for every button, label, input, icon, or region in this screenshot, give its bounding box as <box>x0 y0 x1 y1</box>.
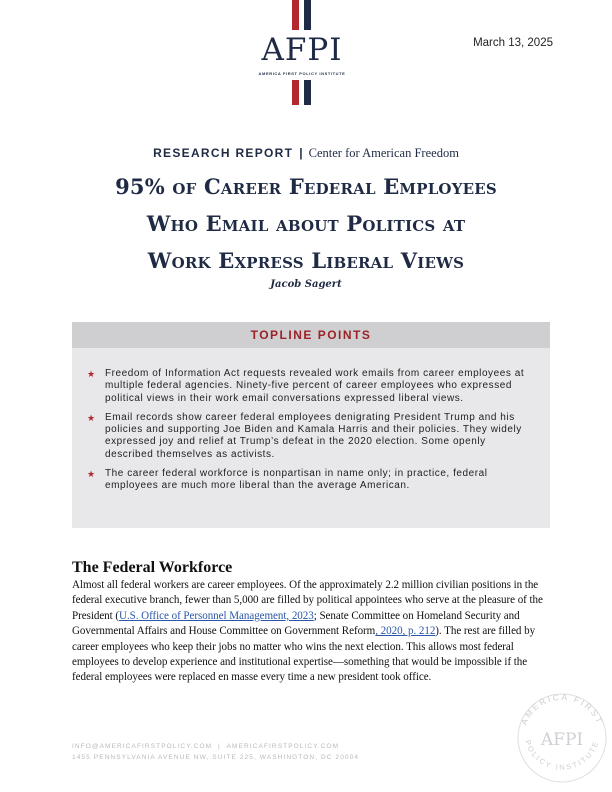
logo-subtitle: AMERICA FIRST POLICY INSTITUTE <box>258 71 346 76</box>
seal-center-text: AFPI <box>540 730 584 750</box>
footer-website: AMERICAFIRSTPOLICY.COM <box>226 743 340 750</box>
topline-point-text: Email records show career federal employees denigrating President Trump and his policies and supporting Joe Biden and Kamala Harris and their policies. They widely expressed joy and relief at Trump’s defeat in the 2020 election. Some openly described themselves as activists. <box>105 411 522 460</box>
footer-contact-line <box>72 741 359 752</box>
topline-point-text: The career federal workforce is nonpartisan in name only; in practice, federal employees are much more liberal than the average American. <box>105 468 488 492</box>
topline-list <box>87 368 527 500</box>
topline-point <box>87 412 527 461</box>
title-line: Work Express Liberal Views <box>147 248 465 273</box>
seal-bottom-text: POLICY INSTITUTE <box>523 738 601 772</box>
committee-citation-link[interactable]: , 2020, p. 212 <box>375 625 436 638</box>
star-icon: ★ <box>87 369 96 379</box>
star-icon: ★ <box>87 412 96 423</box>
body-text: Almost all federal workers are career employees. Of the approximately 2.2 million civilian positions in the federal executive branch, fewer than 5,000 are filled by political appointees who serve at the pleasure of the President ( <box>72 579 543 622</box>
topline-point-text: Freedom of Information Act requests revealed work emails from career employees at multiple federal agencies. Ninety-five percent of career employees who expressed political views in their work email conversations expressed liberal views. <box>105 368 525 404</box>
logo-navy-bar-top <box>304 0 311 30</box>
report-title <box>40 168 572 279</box>
report-type: RESEARCH REPORT <box>153 146 294 160</box>
logo-navy-bar-bottom <box>304 80 311 105</box>
svg-text:AMERICA FIRST <box>519 692 606 726</box>
body-text: ). The rest are filled by career employees who keep their jobs no matter who wins the next election. This allows most federal employees to develop experience and institutional expertise—something that would be impossible if the federal employees were replaced en masse every time a new president took office. <box>72 625 536 684</box>
body-paragraph <box>72 578 548 686</box>
section-title: The Federal Workforce <box>72 559 233 576</box>
body-text: ; Senate Committee on Homeland Security and Governmental Affairs and House Committee on Government Reform <box>72 609 520 638</box>
topline-points-box <box>72 322 550 528</box>
afpi-seal-watermark <box>512 686 612 786</box>
star-icon: ★ <box>87 469 96 480</box>
title-line: 95% of Career Federal Employees <box>115 174 497 199</box>
report-center: Center for American Freedom <box>308 146 459 160</box>
title-line: Who Email about Politics at <box>146 211 466 236</box>
footer-divider: | <box>218 743 221 750</box>
seal-top-text: AMERICA FIRST <box>518 691 606 727</box>
logo-wordmark: AFPI <box>261 32 343 68</box>
report-label <box>0 146 612 161</box>
logo-red-bar-top <box>292 0 299 30</box>
report-separator: | <box>299 146 303 160</box>
logo-red-bar-bottom <box>292 80 299 105</box>
footer-email: INFO@AMERICAFIRSTPOLICY.COM <box>72 743 213 750</box>
report-date: March 13, 2025 <box>473 37 553 49</box>
topline-heading: TOPLINE POINTS <box>72 322 550 348</box>
footer <box>72 741 359 763</box>
footer-address: 1455 PENNSYLVANIA AVENUE NW, SUITE 225, WASHINGTON, DC 20004 <box>72 754 360 761</box>
afpi-logo <box>256 0 356 108</box>
topline-point <box>87 468 527 493</box>
author-name: Jacob Sagert <box>270 279 342 290</box>
topline-point <box>87 368 527 405</box>
opm-citation-link[interactable]: U.S. Office of Personnel Management, 2023 <box>119 609 314 622</box>
